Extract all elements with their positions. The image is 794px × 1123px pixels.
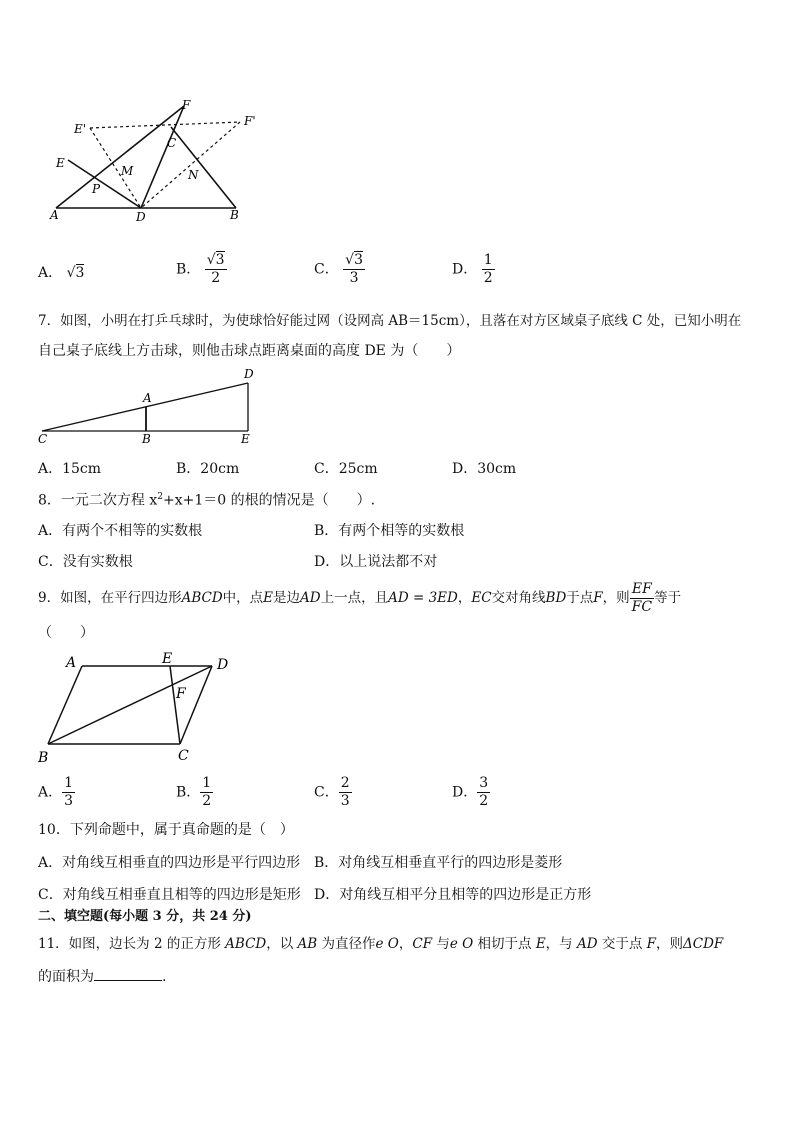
q7-label-e: E xyxy=(241,432,250,446)
q9-label-f: F xyxy=(176,686,186,702)
q8-option-a: A．有两个不相等的实数根 xyxy=(38,523,203,539)
q9-option-b: B． $\frac{1}{2}$ xyxy=(176,775,212,809)
fraction: $\frac{EF}{FC}$ xyxy=(631,580,653,615)
q6-label-f: F xyxy=(182,98,191,112)
q9-label-a: A xyxy=(66,655,77,671)
q9-label-d: D xyxy=(217,657,229,673)
q6-figure xyxy=(40,95,270,230)
q8-stem: 8．一元二次方程 $x^2+x+1=0$ 的根的情况是（ ）. xyxy=(38,492,376,509)
q8-option-c: C．没有实数根 xyxy=(38,554,133,570)
q10-option-b: B．对角线互相垂直平行的四边形是菱形 xyxy=(314,855,563,871)
q6-label-b: B xyxy=(230,208,239,222)
fraction: $\frac{√3}{2}$ xyxy=(206,252,225,286)
q9-paren: （ ） xyxy=(38,625,94,641)
q7-option-b: B．20cm xyxy=(176,461,240,477)
q9-label-b: B xyxy=(38,750,49,766)
q6-label-m: M xyxy=(121,164,134,178)
q6-option-a: A． √3 xyxy=(38,265,85,281)
q7-label-c: C xyxy=(38,432,48,446)
q6-option-b: B． $\frac{√3}{2}$ xyxy=(176,252,225,286)
q7-stem-line1: 7．如图，小明在打乒乓球时，为使球恰好能过网（设网高 AB＝15cm），且落在对方区域桌子底线 C 处，已知小明在 xyxy=(38,313,742,329)
q7-label-d: D xyxy=(244,367,254,381)
section-title: 二、填空题(每小题 3 分，共 24 分) xyxy=(38,909,252,924)
q6-label-p: P xyxy=(92,182,101,196)
q6-label-e-prime: E' xyxy=(74,122,87,136)
q10-option-d: D．对角线互相平分且相等的四边形是正方形 xyxy=(314,887,592,903)
q9-option-a: A． $\frac{1}{3}$ xyxy=(38,775,74,809)
q9-label-e: E xyxy=(162,651,173,667)
q9-label-c: C xyxy=(178,748,189,764)
answer-blank[interactable] xyxy=(94,966,162,981)
q6-label-a: A xyxy=(50,208,59,222)
q6-label-e: E xyxy=(56,156,65,170)
q7-figure xyxy=(36,365,266,447)
fraction: $\frac{1}{2}$ xyxy=(483,252,493,286)
fraction: $\frac{2}{3}$ xyxy=(340,775,350,809)
q10-stem: 10．下列命题中，属于真命题的是（ ） xyxy=(38,822,294,838)
fraction: $\frac{3}{2}$ xyxy=(479,775,489,809)
q8-option-b: B．有两个相等的实数根 xyxy=(314,523,465,539)
fraction: $\frac{1}{2}$ xyxy=(202,775,212,809)
q9-option-d: D． $\frac{3}{2}$ xyxy=(452,775,489,809)
q6-label-d: D xyxy=(136,210,146,224)
q11-stem-line2: 的面积为 . xyxy=(38,966,166,987)
q6-option-d: D． $\frac{1}{2}$ xyxy=(452,252,493,286)
q6-label-n: N xyxy=(188,168,199,182)
q7-label-a: A xyxy=(143,391,152,405)
q6-option-c: C． $\frac{√3}{3}$ xyxy=(314,252,364,286)
q6-label-f-prime: F' xyxy=(244,114,256,128)
q10-option-c: C．对角线互相垂直且相等的四边形是矩形 xyxy=(38,887,301,903)
fraction: $\frac{1}{3}$ xyxy=(64,775,74,809)
q6-label-c: C xyxy=(167,136,177,150)
q9-option-c: C． $\frac{2}{3}$ xyxy=(314,775,350,809)
sqrt-sign: √ xyxy=(66,265,76,281)
q7-option-a: A．15cm xyxy=(38,461,102,477)
q9-stem: 9．如图，在平行四边形 ABCD 中，点 E 是边 AD 上一点，且 AD = 3ED ， EC 交对角线 BD 于点 F ，则 $\frac{EF}{FC}$ 等于 xyxy=(38,580,682,615)
q8-option-d: D．以上说法都不对 xyxy=(314,554,438,570)
q7-label-b: B xyxy=(142,432,151,446)
q7-stem-line2: 自己桌子底线上方击球，则他击球点距离桌面的高度 DE 为（ ） xyxy=(38,343,461,359)
q7-option-c: C．25cm xyxy=(314,461,378,477)
q10-option-a: A．对角线互相垂直的四边形是平行四边形 xyxy=(38,855,301,871)
q7-option-d: D．30cm xyxy=(452,461,517,477)
q9-figure xyxy=(36,650,236,768)
fraction: $\frac{√3}{3}$ xyxy=(345,252,364,286)
q11-stem-line1: 11．如图，边长为 2 的正方形 ABCD，以 AB 为直径作e O，CF 与e O 相切于点 E，与 AD 交于点 F，则ΔCDF xyxy=(38,936,724,952)
